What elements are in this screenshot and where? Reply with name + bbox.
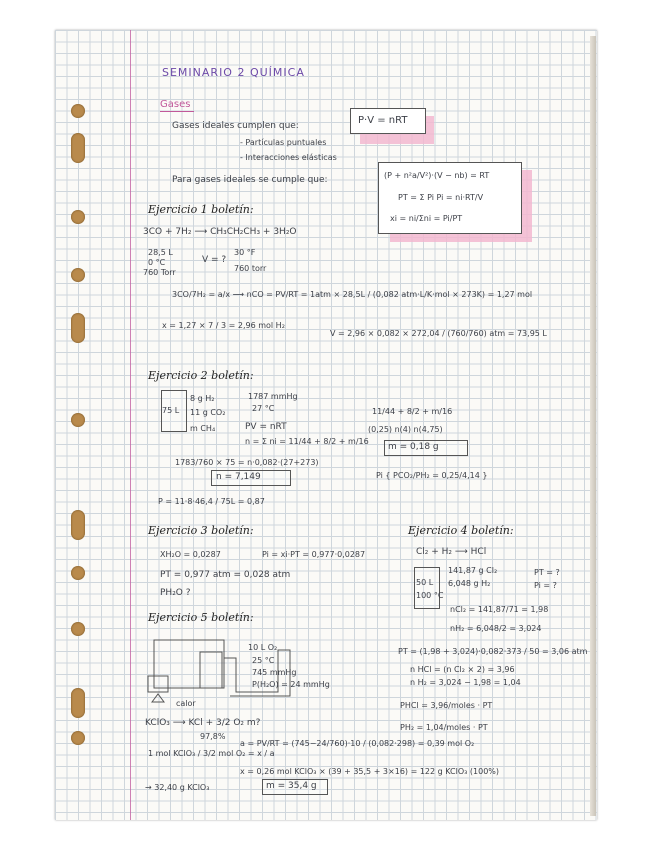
ex2-fraction-sub: (0,25) n(4) n(4,75) [368, 425, 443, 434]
page-edge [590, 36, 596, 816]
binder-hole [71, 104, 85, 118]
ex5-apparatus-diagram [140, 632, 340, 712]
page-title: SEMINARIO 2 QUÍMICA [162, 66, 305, 79]
ex3-header: Ejercicio 3 boletín: [148, 524, 254, 537]
formula-ideal: P·V = nRT [358, 115, 408, 126]
binder-hole [71, 133, 85, 163]
ex5-header: Ejercicio 5 boletín: [148, 611, 254, 624]
ex4-p-hcl: PHCl = 3,96/moles · PT [400, 701, 493, 710]
ideal-item: - Partículas puntuales [240, 138, 327, 147]
ex1-ratio: 3CO/7H₂ = a/x ⟶ nCO = PV/RT = 1atm × 28,5L / (0,082 atm·L/K·mol × 273K) = 1,27 mol [172, 290, 533, 299]
real-line: Para gases ideales se cumple que: [172, 175, 328, 185]
binder-hole [71, 413, 85, 427]
ex4-container [414, 567, 440, 609]
margin-line [130, 30, 131, 820]
ex4-box-val: 100 °C [416, 591, 444, 600]
binder-hole [71, 731, 85, 745]
ex1-data: 28,5 L [148, 248, 173, 257]
ex5-label: P(H₂O) = 24 mmHg [252, 680, 330, 689]
ex2-condition: 27 °C [252, 404, 275, 413]
formula-xi: xi = ni/Σni = Pi/PT [390, 214, 463, 223]
ex2-header: Ejercicio 2 boletín: [148, 369, 254, 382]
ex5-m-result: m = 35,4 g [266, 781, 317, 791]
ex3-ph2o: PH₂O ? [160, 588, 191, 598]
binder-hole [71, 268, 85, 282]
ex5-label: 25 °C [252, 656, 275, 665]
formula-dalton: PT = Σ Pi Pi = ni·RT/V [398, 193, 484, 202]
ex1-data: 0 °C [148, 258, 166, 267]
ideal-line: Gases ideales cumplen que: [172, 121, 299, 131]
ex1-condition: 30 °F [234, 248, 256, 257]
ex3-x-h2o: XH₂O = 0,0287 [160, 550, 221, 559]
binder-hole [71, 688, 85, 718]
ex1-data: 760 Torr [143, 268, 176, 277]
ex2-fractions: 11/44 + 8/2 + m/16 [372, 407, 453, 416]
ex2-mix: 8 g H₂ [190, 394, 215, 403]
ex2-pvnrt: PV = nRT [245, 422, 287, 432]
ex5-pv-line: a = PV/RT = (745−24/760)·10 / (0,082·298) = 0,39 mol O₂ [240, 739, 475, 748]
ex2-mix: m CH₄ [190, 424, 216, 433]
ex2-volume: 75 L [162, 406, 180, 415]
binder-hole [71, 210, 85, 224]
ex4-n-h2-rest: n H₂ = 3,024 − 1,98 = 1,04 [410, 678, 521, 687]
ex2-n-result: n = 7,149 [216, 472, 261, 482]
ex5-heat: calor [176, 699, 196, 708]
ex5-moles-line: 1 mol KClO₃ / 3/2 mol O₂ = x / a [148, 749, 275, 758]
ex4-n-hcl: n HCl = (n Cl₂ × 2) = 3,96 [410, 665, 515, 674]
ideal-item: - Interacciones elásticas [240, 153, 337, 162]
ex2-n-calc: 1783/760 × 75 = n·0,082·(27+273) [175, 458, 319, 467]
ex4-reaction: Cl₂ + H₂ ⟶ HCl [416, 547, 487, 557]
ex5-label: 745 mmHg [252, 668, 297, 677]
ex5-x-line: x = 0,26 mol KClO₃ × (39 + 35,5 + 3×16) = 122 g KClO₃ (100%) [240, 767, 500, 776]
ex3-pt-line: PT = 0,977 atm = 0,028 atm [160, 570, 291, 580]
ex2-p-line: P = 11·8·46,4 / 75L = 0,87 [158, 497, 265, 506]
ex1-header: Ejercicio 1 boletín: [148, 203, 254, 216]
binder-hole [71, 313, 85, 343]
binder-hole [71, 622, 85, 636]
ex5-label: 10 L O₂ [248, 643, 278, 652]
ex2-mix: 11 g CO₂ [190, 408, 226, 417]
ex1-v-line: V = 2,96 × 0,082 × 272,04 / (760/760) atm = 73,95 L [330, 329, 547, 338]
ex4-mass: 141,87 g Cl₂ [448, 566, 498, 575]
ex5-g-line: → 32,40 g KClO₃ [145, 783, 210, 792]
ex4-unknown: Pi = ? [534, 581, 557, 590]
ex4-n-cl: nCl₂ = 141,87/71 = 1,98 [450, 605, 549, 614]
ex2-condition: 1787 mmHg [248, 392, 298, 401]
ex1-x-line: x = 1,27 × 7 / 3 = 2,96 mol H₂ [162, 321, 285, 330]
ex4-n-h2: nH₂ = 6,048/2 = 3,024 [450, 624, 542, 633]
ex2-nsum: n = Σ ni = 11/44 + 8/2 + m/16 [245, 437, 369, 446]
ex1-condition: 760 torr [234, 264, 267, 273]
section-title: Gases [160, 99, 191, 110]
binder-hole [71, 566, 85, 580]
ex5-yield: 97,8% [200, 732, 226, 741]
ex1-target: V = ? [202, 255, 227, 265]
ex4-header: Ejercicio 4 boletín: [408, 524, 514, 537]
ex4-mass: 6,048 g H₂ [448, 579, 491, 588]
ex4-pt-calc: PT = (1,98 + 3,024)·0,082·373 / 50 = 3,06 atm [398, 647, 588, 656]
ex2-pi-ratio: Pi { PCO₂/PH₂ = 0,25/4,14 } [376, 471, 488, 480]
ex4-unknown: PT = ? [534, 568, 560, 577]
ex2-m-result: m = 0,18 g [388, 442, 439, 452]
ex4-box-val: 50 L [416, 578, 434, 587]
ex5-reaction: KClO₃ ⟶ KCl + 3/2 O₂ m? [145, 718, 261, 728]
ex4-p-h2: PH₂ = 1,04/moles · PT [400, 723, 488, 732]
ex1-reaction: 3CO + 7H₂ ⟶ CH₃CH₂CH₃ + 3H₂O [143, 227, 297, 237]
ex3-pi-line: Pi = xi·PT = 0,977·0,0287 [262, 550, 366, 559]
formula-vdw: (P + n²a/V²)·(V − nb) = RT [384, 171, 490, 180]
binder-hole [71, 510, 85, 540]
